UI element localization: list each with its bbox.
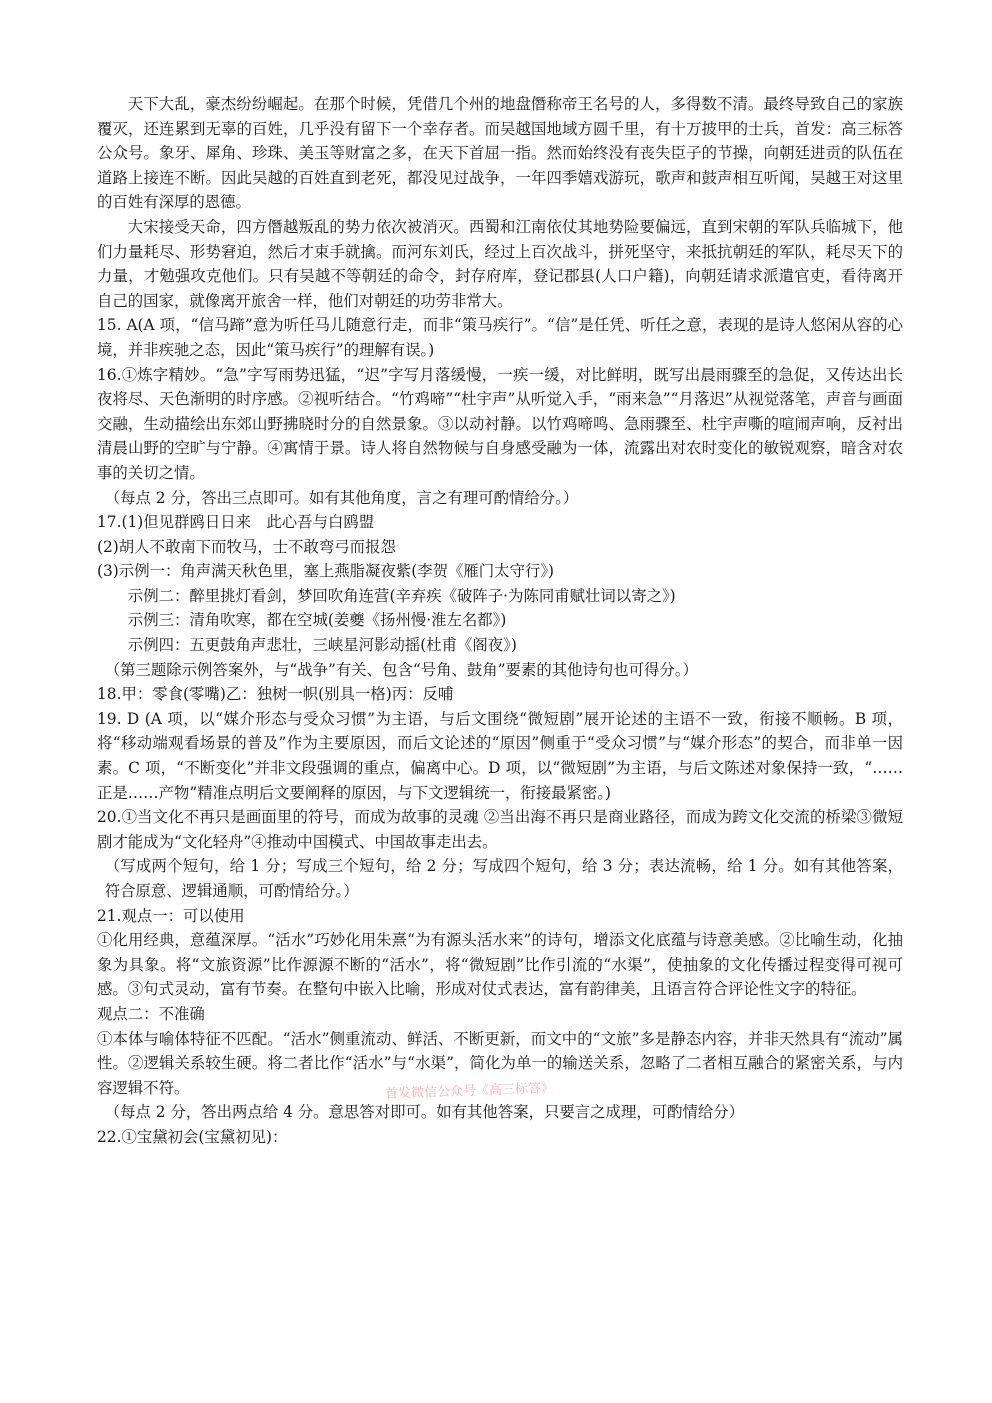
answer-17-1: 17.(1)但见群鸥日日来 此心吾与白鸥盟 xyxy=(97,513,375,532)
answer-16-scoring-note: （每点 2 分，答出三点即可。如有其他角度，言之有理可酌情给分。） xyxy=(104,488,579,507)
answer-17-3-example-3: 示例三：清角吹寒，都在空城(姜夔《扬州慢·淮左名都》) xyxy=(127,611,507,630)
answer-21-view-1-heading: 21.观点一：可以使用 xyxy=(97,906,245,925)
answer-17-3-example-2: 示例二：醉里挑灯看剑，梦回吹角连营(辛弃疾《破阵子·为陈同甫赋壮词以寄之》) xyxy=(127,586,676,605)
answer-17-3-example-4: 示例四：五更鼓角声悲壮，三峡星河影动摇(杜甫《阁夜》) xyxy=(127,636,517,655)
translation-paragraph-2: 大宋接受天命，四方僭越叛乱的势力依次被消灭。西蜀和江南依仗其地势险要偏远，直到宋朝的军队兵临城下，他们力量耗尽、形势窘迫，然后才束手就擒。而河东刘氏，经过上百次战斗，拼死坚守，来抵抗朝廷的军队，耗尽天下的力量，才勉强攻克他们。只有吴越不等朝廷的命令，封存府库，登记郡县(人口户籍)，向朝廷请求派遣官吏，看待离开自己的国家，就像离开旅舍一样，他们对朝廷的功劳非常大。 xyxy=(97,217,903,310)
answer-17-2: (2)胡人不敢南下而牧马，士不敢弯弓而报怨 xyxy=(97,537,396,556)
answer-21-view-1-body: ①化用经典，意蕴深厚。“活水”巧妙化用朱熹“为有源头活水来”的诗句，增添文化底蕴与诗意美感。②比喻生动，化抽象为具象。将“文旅资源”比作源源不断的“活水”，将“微短剧”比作引流的“水渠”，使抽象的文化传播过程变得可视可感。③句式灵动，富有节奏。在整句中嵌入比喻，形成对仗式表达，富有韵律美，且语言符合评论性文字的特征。 xyxy=(97,931,903,999)
answer-19: 19. D (A 项，以“媒介形态与受众习惯”为主语，与后文围绕“微短剧”展开论述的主语不一致，衔接不顺畅。B 项，将“移动端观看场景的普及”作为主要原因，而后文论述的“原因”侧重于“受众习惯”与“媒介形态”的契合，而非单一因素。C 项，“不断变化”并非文段强调的重点，偏离中心。D 项，以“微短剧”为主语，与后文陈述对象保持一致，“……正是……产物”精准点明后文要阐释的原因，与下文逻辑统一，衔接最紧密。) xyxy=(97,709,903,802)
answer-17-scoring-note: （第三题除示例答案外，与“战争”有关、包含“号角、鼓角”要素的其他诗句也可得分。） xyxy=(104,660,698,679)
answer-20-scoring-note: （写成两个短句，给 1 分；写成三个短句，给 2 分；写成四个短句，给 3 分；表达流畅，给 1 分。如有其他答案，符合原意、逻辑通顺，可酌情给分。） xyxy=(104,857,903,900)
answer-21-scoring-note: （每点 2 分，答出两点给 4 分。意思答对即可。如有其他答案，只要言之成理，可酌情给分） xyxy=(104,1103,745,1122)
answer-21-view-2-heading: 观点二：不准确 xyxy=(97,1004,205,1023)
answer-21-view-2-body: ①本体与喻体特征不匹配。“活水”侧重流动、鲜活、不断更新，而文中的“文旅”多是静态内容，并非天然具有“流动”属性。②逻辑关系较生硬。将二者比作“活水”与“水渠”，简化为单一的输送关系，忽略了二者相互融合的紧密关系，与内容逻辑不符。 xyxy=(97,1029,903,1097)
answer-22: 22.①宝黛初会(宝黛初见)： xyxy=(97,1127,288,1146)
answer-20: 20.①当文化不再只是画面里的符号，而成为故事的灵魂 ②当出海不再只是商业路径，而成为跨文化交流的桥梁③微短剧才能成为“文化轻舟”④推动中国模式、中国故事走出去。 xyxy=(97,808,903,851)
answer-18: 18.甲：零食(零嘴)乙：独树一帜(别具一格)丙：反哺 xyxy=(97,685,454,704)
answer-16: 16.①炼字精妙。“急”字写雨势迅猛，“迟”字写月落缓慢，一疾一缓，对比鲜明，既写出晨雨骤至的急促，又传达出长夜将尽、天色渐明的时序感。②视听结合。“竹鸡啼”“杜宇声”从听觉入手，“雨来急”“月落迟”从视觉落笔，声音与画面交融，生动描绘出东郊山野拂晓时分的自然景象。③以动衬静。以竹鸡啼鸣、急雨骤至、杜宇声嘶的喧闹声响，反衬出清晨山野的空旷与宁静。④寓情于景。诗人将自然物候与自身感受融为一体，流露出对农时变化的敏锐观察，暗含对农事的关切之情。 xyxy=(97,365,903,482)
translation-paragraph-1: 天下大乱，豪杰纷纷崛起。在那个时候，凭借几个州的地盘僭称帝王名号的人，多得数不清。最终导致自己的家族覆灭，还连累到无辜的百姓，几乎没有留下一个幸存者。而吴越国地域方圆千里，有十万披甲的士兵，首发：高三标答公众号。象牙、犀角、珍珠、美玉等财富之多，在天下首屈一指。然而始终没有丧失臣子的节操，向朝廷进贡的队伍在道路上接连不断。因此吴越的百姓直到老死，都没见过战争，一年四季嬉戏游玩，歌声和鼓声相互听闻，吴越王对这里的百姓有深厚的恩德。 xyxy=(97,95,903,212)
answer-15: 15. A(A 项，“信马蹄”意为听任马儿随意行走，而非“策马疾行”。“信”是任凭、听任之意，表现的是诗人悠闲从容的心境，并非疾驰之态，因此“策马疾行”的理解有误。) xyxy=(97,316,903,359)
answer-17-3-example-1: (3)示例一：角声满天秋色里，塞上燕脂凝夜紫(李贺《雁门太守行》) xyxy=(97,562,555,581)
watermark-text: 首发微信公众号《高三标答》 xyxy=(384,1081,555,1102)
answer-document xyxy=(97,92,903,1150)
